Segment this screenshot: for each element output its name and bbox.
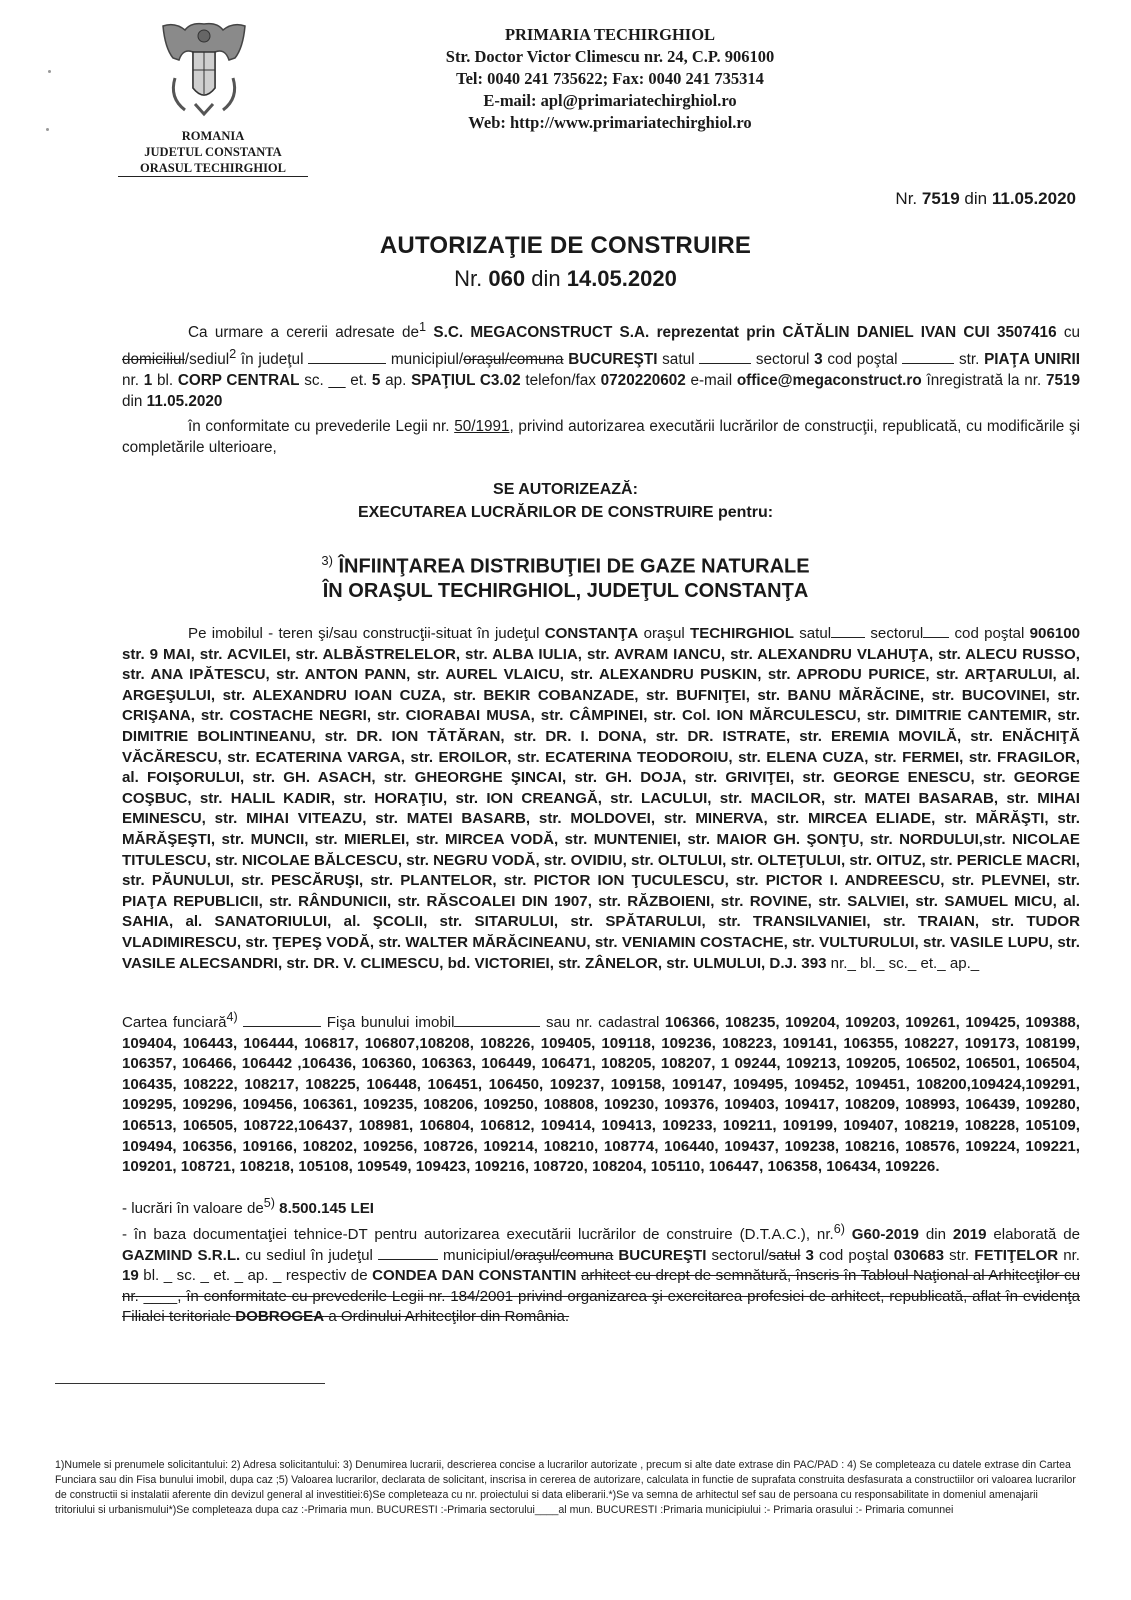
registration-number: Nr. 7519 din 11.05.2020 bbox=[895, 189, 1076, 208]
applicant-block: CORP CENTRAL bbox=[177, 372, 300, 390]
designer-city: BUCUREŞTI bbox=[618, 1246, 707, 1264]
designer-street-nr: 19 bbox=[122, 1267, 139, 1285]
country-line: ROMANIA bbox=[181, 129, 245, 143]
issuer-web: Web: http://www.primariatechirghiol.ro bbox=[468, 113, 752, 132]
authorization-heading bbox=[0, 478, 1131, 524]
law-number: 50/1991 bbox=[454, 418, 510, 435]
designer-person: CONDEA DAN CONSTANTIN bbox=[372, 1267, 577, 1285]
dtac-number: G60-2019 bbox=[851, 1226, 919, 1244]
applicant-name: S.C. MEGACONSTRUCT S.A. reprezentat prin CĂTĂLIN DANIEL IVAN bbox=[433, 324, 957, 342]
town-line: ORASUL TECHIRGHIOL bbox=[118, 160, 308, 177]
registration-nr-value: 7519 bbox=[921, 189, 960, 208]
designer-sector: 3 bbox=[805, 1246, 814, 1264]
designer-postal-code: 030683 bbox=[893, 1246, 945, 1264]
designer-street: FETIŢELOR bbox=[974, 1246, 1059, 1264]
location-county: CONSTANŢA bbox=[544, 625, 639, 642]
law-intro: în conformitate cu prevederile Legii nr. bbox=[188, 418, 450, 435]
request-date: 11.05.2020 bbox=[146, 393, 223, 411]
applicant-sector: 3 bbox=[814, 351, 823, 369]
work-title-line2: ÎN ORAŞUL TECHIRGHIOL, JUDEŢUL CONSTANŢA bbox=[322, 579, 809, 602]
issuer-address: Str. Doctor Victor Climescu nr. 24, C.P. 906100 bbox=[445, 47, 775, 66]
applicant-paragraph: Ca urmare a cererii adresate $de^1$ S.C. MEGACONSTRUCT S.A. reprezentat prin CĂTĂLIN DANIEL IVAN CUI 3507416 cu domiciliul/sediul$^2$ în judeţul municipiul/oraşul/comuna BUCUREŞTI satul sectorul 3 cod poştal str. PIAŢA UNIRII nr. 1 bl. CORP CENTRAL sc. __ et. 5 ap. SPAŢIUL C3.02 telefon/fax 0720220602 e-mail office@megaconstruct.ro înregistrată la nr. 7519 din 11.05.2020 bbox=[122, 319, 1081, 411]
applicant-city: BUCUREŞTI bbox=[568, 351, 658, 369]
legal-basis-paragraph bbox=[122, 416, 1080, 458]
authorization-date-value: 14.05.2020 bbox=[566, 266, 677, 291]
applicant-street: PIAŢA UNIRII bbox=[984, 351, 1081, 369]
request-number: 7519 bbox=[1046, 372, 1081, 390]
applicant-email: office@megaconstruct.ro bbox=[736, 372, 922, 390]
location-postal-code: 906100 bbox=[1029, 625, 1081, 642]
work-description bbox=[0, 549, 1131, 603]
applicant-apartment: SPAŢIUL C3.02 bbox=[411, 372, 521, 390]
scan-dot bbox=[48, 70, 51, 73]
location-town: TECHIRGHIOL bbox=[689, 625, 794, 642]
footnote-separator bbox=[55, 1383, 325, 1384]
issuer-email: E-mail: apl@primariatechirghiol.ro bbox=[483, 91, 737, 110]
authorization-nr-value: 060 bbox=[488, 266, 526, 291]
scan-dot bbox=[46, 128, 49, 131]
footnote-ref-3: 3) bbox=[321, 553, 333, 568]
dtac-year: 2019 bbox=[952, 1226, 987, 1244]
authorization-heading-line2: EXECUTAREA LUCRĂRILOR DE CONSTRUIRE pentru: bbox=[357, 504, 774, 521]
registration-date-value: 11.05.2020 bbox=[991, 189, 1076, 208]
county-line: JUDETUL CONSTANTA bbox=[144, 145, 282, 159]
applicant-phone: 0720220602 bbox=[600, 372, 686, 390]
document-title: AUTORIZAŢIE DE CONSTRUIRE bbox=[379, 232, 752, 259]
architects-branch: DOBROGEA bbox=[235, 1308, 325, 1326]
documentation-paragraph: - lucrări în valoare $de^{5)}$ 8.500.145 LEI - în baza documentaţiei tehnice-DT pentru autorizarea executării lucrărilor de construire (D.T.A.C.), nr.$^{6)}$ G60-2019 din 2019 elaborată de GAZMIND S.R.L. cu sediul în judeţul municipiul/oraşul/comuna BUCUREŞTI sectorul/satul 3 cod poştal 030683 str. FETIŢELOR nr. 19 bl. _ sc. _ et. _ ap. _ respectiv de CONDEA DAN CONSTANTIN arhitect cu drept de semnătură, înscris în Tabloul Naţional al Arhitecţilor cu nr. ____, în conformitate cu prevederile Legii nr. 184/2001 privind organizarea şi exercitarea profesiei de arhitect, republicată, aflat în evidenţa Filialei teritoriale DOBROGEA a Ordinului Arhitecţilor din România. bbox=[122, 1196, 1080, 1326]
works-value: 8.500.145 LEI bbox=[279, 1200, 374, 1218]
romania-coat-of-arms bbox=[155, 18, 253, 118]
authorization-heading-line1: SE AUTORIZEAZĂ: bbox=[493, 481, 638, 498]
street-list: str. 9 MAI, str. ACVILEI, str. ALBĂSTRELELOR, str. ALBA IULIA, str. AVRAM IANCU, str. ALEXANDRU VLAHUŢA, str. ALECU RUSSO, str. ANA IPĂTESCU, str. ANTON PANN, str. AUREL VLAICU, str. ALEXANDRU PUSKIN, str. APRODU PURICE, str. ARŢARULUI, al. ARGEŞULUI, str. ALEXANDRU IOAN CUZA, str. BEKIR COBANZADE, str. BUFNIŢEI, str. BANU MĂRĂCINE, str. BUCOVINEI, str. CRIŞANA, str. COSTACHE NEGRI, str. CIORABAI MUSA, str. CÂMPINEI, str. Col. ION MĂRCULESCU, str. DIMITRIE CANTEMIR, str. DIMITRIE BOLINTINEANU, str. DR. ION TĂTĂRAN, str. DR. I. DONA, str. DR. ISTRATE, str. EREMIA MOVILĂ, str. ENĂCHIŢĂ VĂCĂRESCU, str. ECATERINA VARGA, str. EROILOR, str. ECATERINA TEODOROIU, str. ELENA CUZA, str. FERMEI, str. FRAGILOR, al. FOIŞORULUI, str. GH. ASACH, str. GHEORGHE ŞINCAI, str. GH. DOJA, str. GRIVIŢEI, str. GEORGE ENESCU, str. GEORGE COŞBUC, str. HALIL KADIR, str. HORAŢIU, str. ION CREANGĂ, str. LACULUI, str. MACILOR, str. MATEI BASARAB, str. MIHAI EMINESCU, str. MIHAI VITEAZU, str. MATEI BASARB, str. MOLDOVEI, str. MINERVA, str. MIRCEA ELIADE, str. MĂRĂŞTI, str. MĂRĂŞEŞTI, str. MUNCII, str. MIERLEI, str. MIRCEA VODĂ, str. MUNTENIEI, str. MAIOR GH. ŞONŢU, str. NORDULUI,str. NICOLAE TITULESCU, str. NICOLAE BĂLCESCU, str. NEGRU VODĂ, str. OVIDIU, str. OLTULUI, str. OLTEŢULUI, str. OITUZ, str. PERICLE MACRI, str. PĂUNULUI, str. PESCĂRUŞI, str. PLANTELOR, str. PICTOR ION ŢUCULESCU, str. PICTOR I. ANDREESCU, str. PLEVNEI, str. PIAŢA REPUBLICII, str. RÂNDUNICII, str. RĂSCOALEI DIN 1907, str. RĂZBOIENI, str. ROVINE, str. SALVIEI, str. SAMUEL MICU, al. SAHIA, al. SANATORIULUI, al. ŞCOLII, str. SITARULUI, str. SPĂTARULUI, str. TRANSILVANIEI, str. TRAIAN, str. TUDOR VLADIMIRESCU, str. ŢEPEŞ VODĂ, str. WALTER MĂRĂCINEANU, str. VENIAMIN COSTACHE, str. VULTURULUI, str. VASILE LUPU, str. VASILE ALECSANDRI, str. DR. V. CLIMESCU, bd. VICTORIEI, str. ZÂNELOR, str. ULMULUI, D.J. 393 bbox=[122, 645, 1080, 972]
issuer-left-header bbox=[118, 128, 308, 177]
location-paragraph: Pe imobilul - teren şi/sau construcţii-situat în judeţul CONSTANŢA oraşul TECHIRGHIOL satul sectorul cod poştal 906100 str. 9 MAI, str. ACVILEI, str. ALBĂSTRELELOR, str. ALBA IULIA, str. AVRAM IANCU, str. ALEXANDRU VLAHUŢA, str. ALECU RUSSO, str. ANA IPĂTESCU, str. ANTON PANN, str. AUREL VLAICU, str. ALEXANDRU PUSKIN, str. APRODU PURICE, str. ARŢARULUI, al. ARGEŞULUI, str. ALEXANDRU IOAN CUZA, str. BEKIR COBANZADE, str. BUFNIŢEI, str. BANU MĂRĂCINE, str. BUCOVINEI, str. CRIŞANA, str. COSTACHE NEGRI, str. CIORABAI MUSA, str. CÂMPINEI, str. Col. ION MĂRCULESCU, str. DIMITRIE CANTEMIR, str. DIMITRIE BOLINTINEANU, str. DR. ION TĂTĂRAN, str. DR. I. DONA, str. DR. ISTRATE, str. EREMIA MOVILĂ, str. ENĂCHIŢĂ VĂCĂRESCU, str. ECATERINA VARGA, str. EROILOR, str. ECATERINA TEODOROIU, str. ELENA CUZA, str. FERMEI, str. FRAGILOR, al. FOIŞORULUI, str. GH. ASACH, str. GHEORGHE ŞINCAI, str. GH. DOJA, str. GRIVIŢEI, str. GEORGE ENESCU, str. GEORGE COŞBUC, str. HALIL KADIR, str. HORAŢIU, str. ION CREANGĂ, str. LACULUI, str. MACILOR, str. MATEI BASARAB, str. MIHAI EMINESCU, str. MIHAI VITEAZU, str. MATEI BASARB, str. MOLDOVEI, str. MINERVA, str. MIRCEA ELIADE, str. MĂRĂŞTI, str. MĂRĂŞEŞTI, str. MUNCII, str. MIERLEI, str. MIRCEA VODĂ, str. MUNTENIEI, str. MAIOR GH. ŞONŢU, str. NORDULUI,str. NICOLAE TITULESCU, str. NICOLAE BĂLCESCU, str. NEGRU VODĂ, str. OVIDIU, str. OLTULUI, str. OLTEŢULUI, str. OITUZ, str. PERICLE MACRI, str. PĂUNULUI, str. PESCĂRUŞI, str. PLANTELOR, str. PICTOR ION ŢUCULESCU, str. PICTOR I. ANDREESCU, str. PLEVNEI, str. PIAŢA REPUBLICII, str. RÂNDUNICII, str. RĂSCOALEI DIN 1907, str. RĂZBOIENI, str. ROVINE, str. SALVIEI, str. SAMUEL MICU, al. SAHIA, al. SANATORIULUI, al. ŞCOLII, str. SITARULUI, str. SPĂTARULUI, str. TRANSILVANIEI, str. TRAIAN, str. TUDOR VLADIMIRESCU, str. ŢEPEŞ VODĂ, str. WALTER MĂRĂCINEANU, str. VENIAMIN COSTACHE, str. VULTURULUI, str. VASILE LUPU, str. VASILE ALECSANDRI, str. DR. V. CLIMESCU, bd. VICTORIEI, str. ZÂNELOR, str. ULMULUI, D.J. 393 nr._ bl._ sc._ et._ ap._ bbox=[122, 625, 1081, 972]
issuer-name: PRIMARIA TECHIRGHIOL bbox=[504, 25, 716, 44]
issuer-phone: Tel: 0040 241 735622; Fax: 0040 241 735314 bbox=[456, 69, 764, 88]
issuer-contact-header bbox=[400, 24, 820, 134]
applicant-floor: 5 bbox=[371, 372, 381, 390]
designer-company: GAZMIND S.R.L. bbox=[122, 1246, 241, 1264]
applicant-cui: CUI 3507416 bbox=[963, 324, 1057, 342]
footnotes: 1)Numele si prenumele solicitantului: 2) Adresa solicitantului: 3) Denumirea lucrarii, descrierea concise a lucrarilor autorizate , precum si alte date extrase din PAC/PAD : 4) Se completeaza cu datele extrase din Cartea Funciara sau din Fisa bunului imobil, dupa caz ;5) Valoarea lucrarilor, declarata de solicitant, inscrisa in cererea de autorizare, calculata in functie de suprafata construita desfasurata a constructiilor ori valoarea lucrarilor de constructii si instalatii aferente din devizul general al investitiei:6)Se completeaza cu nr. proiectului si data eliberarii.*)Se va semna de arhitectul sef sau de persoana cu responsabilitate in domeniul amenajarii tritoriului si urbanismului*)Se completeaza dupa caz :-Primaria mun. BUCURESTI :-Primaria sectorului____al mun. BUCURESTI :Primaria municipiului :- Primaria orasului :- Primaria comunnei bbox=[55, 1459, 1076, 1516]
cadastral-numbers: 106366, 108235, 109204, 109203, 109261, 109425, 109388, 109404, 106443, 106444, 106817, 106807,108208, 108226, 109405, 109118, 109236, 108223, 109141, 106355, 108227, 109173, 108199, 106357, 106466, 106442 ,106436, 106360, 106363, 106449, 106471, 108205, 108207, 1 09244, 109213, 109205, 106502, 106501, 106504, 106435, 108222, 108217, 108225, 106448, 106451, 106450, 109237, 109158, 109147, 109495, 109452, 109451, 108200,109424,109291, 109295, 109296, 109456, 106361, 109235, 108206, 109250, 108808, 109230, 109376, 109403, 109417, 108209, 108993, 106439, 109280, 106513, 106505, 108722,106437, 108981, 106804, 106812, 109414, 109413, 109233, 109211, 109199, 109407, 108219, 108228, 105109, 109494, 106356, 109166, 108202, 109256, 108726, 109214, 108210, 108774, 106440, 109437, 109238, 108216, 108576, 109224, 109221, 109201, 108721, 108218, 105108, 109549, 109423, 109216, 108720, 108204, 105110, 106447, 106358, 106434, 109226. bbox=[122, 1014, 1080, 1176]
work-title-line1: ÎNFIINŢAREA DISTRIBUŢIEI DE GAZE NATURALE bbox=[338, 555, 810, 578]
authorization-number: Nr. 060 din 14.05.2020 bbox=[454, 266, 677, 291]
applicant-street-nr: 1 bbox=[143, 372, 153, 390]
cadastral-paragraph: Cartea funciară$^{4)}$ Fişa bunului imobil sau nr. cadastral 106366, 108235, 109204, 109203, 109261, 109425, 109388, 109404, 106443, 106444, 106817, 106807,108208, 108226, 109405, 109118, 109236, 108223, 109141, 106355, 108227, 109173, 108199, 106357, 106466, 106442 ,106436, 106360, 106363, 106449, 106471, 108205, 108207, 1 09244, 109213, 109205, 106502, 106501, 106504, 106435, 108222, 108217, 108225, 106448, 106451, 106450, 109237, 109158, 109147, 109495, 109452, 109451, 108200,109424,109291, 109295, 109296, 109456, 106361, 109235, 108206, 109250, 108808, 109230, 109376, 109403, 109417, 108209, 108993, 106439, 109280, 106513, 106505, 108722,106437, 108981, 106804, 106812, 109414, 109413, 109233, 109211, 109199, 109407, 108219, 108228, 105109, 109494, 106356, 109166, 108202, 109256, 108726, 109214, 108210, 108774, 106440, 109437, 109238, 108216, 108576, 109224, 109221, 109201, 108721, 108218, 105108, 109549, 109423, 109216, 108720, 108204, 105110, 106447, 106358, 106434, 109226. bbox=[122, 1010, 1080, 1176]
law-description: , privind autorizarea executării lucrărilor de construcţii, republicată, cu modificările şi completările ulterioare, bbox=[122, 418, 1081, 456]
